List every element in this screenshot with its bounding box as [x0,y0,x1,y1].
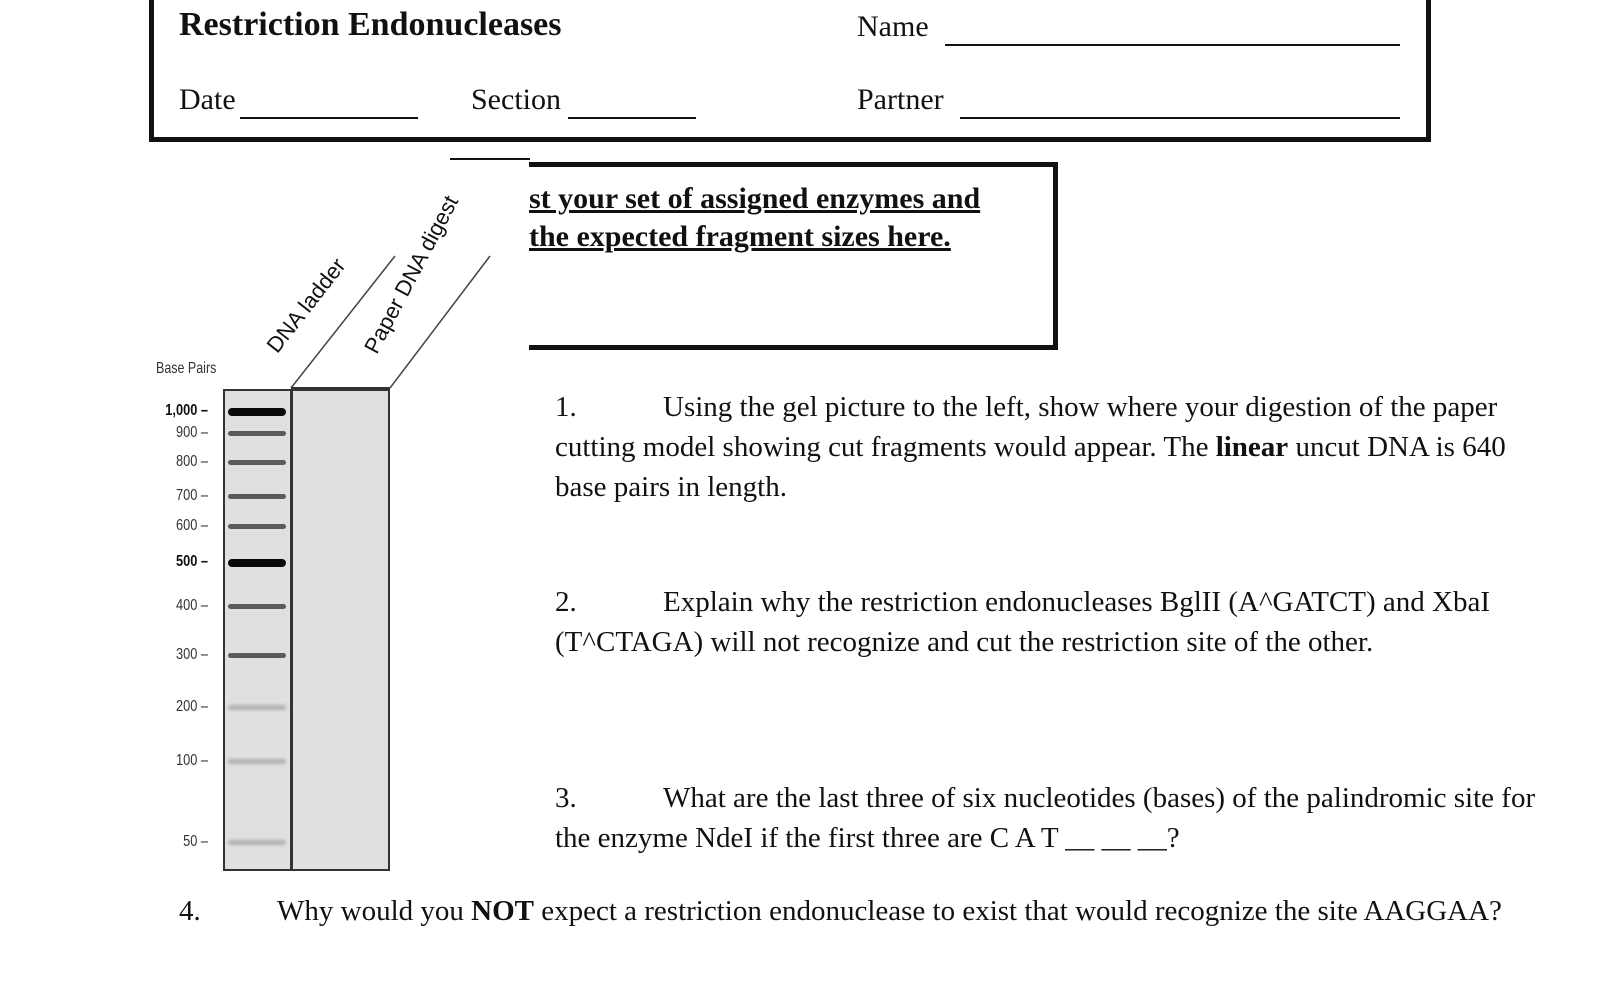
question-3 [555,778,1570,858]
ladder-size-label: 500 – [175,553,208,570]
question-1-number: 1. [555,391,577,423]
ladder-size-label: 50 – [183,833,208,850]
question-1-line3: base pairs in length. [555,471,787,503]
question-4-post: expect a restriction endonuclease to exist that would recognize the site AAGGAA? [533,895,1502,927]
lane-label-paper-digest: Paper DNA digest [359,191,464,358]
question-4-number: 4. [179,895,201,927]
page-title: Restriction Endonucleases [179,6,562,43]
question-3-number: 3. [555,782,577,814]
ladder-size-label: 100 – [175,752,208,769]
ladder-size-label: 300 – [175,646,208,663]
enzyme-instructions-line2: the expected fragment sizes here. [529,220,951,253]
ladder-size-label: 1,000 – [165,402,208,419]
question-1 [555,387,1570,507]
question-4-pre: Why would you [277,895,472,927]
question-1-line2-post: uncut DNA is 640 [1288,431,1506,463]
question-2 [555,582,1570,662]
partner-label: Partner [857,83,944,116]
ladder-size-label: 400 – [175,597,208,614]
ladder-size-label: 200 – [175,698,208,715]
question-1-line1: Using the gel picture to the left, show where your digestion of the paper [663,391,1498,423]
lane-label-dna-ladder: DNA ladder [261,253,351,358]
ladder-size-label: 600 – [175,517,208,534]
enzyme-instructions-line1: st your set of assigned enzymes and [529,182,981,215]
question-4 [179,895,1502,928]
question-3-line1: What are the last three of six nucleotides (bases) of the palindromic site for [663,782,1536,814]
question-1-line2-pre: cutting model showing cut fragments would appear. The [555,431,1216,463]
gel-axis-title: Base Pairs [156,360,217,377]
question-2-number: 2. [555,586,577,618]
ladder-size-label: 900 – [175,424,208,441]
date-label: Date [179,83,236,116]
ladder-size-label: 800 – [175,453,208,470]
question-4-not-bold: NOT [471,895,534,927]
section-label: Section [471,83,561,116]
digest-leader-line [390,256,490,388]
ladder-size-label: 700 – [175,487,208,504]
name-label: Name [857,10,929,43]
ladder-leader-line [291,256,395,388]
question-3-line2: the enzyme NdeI if the first three are C A T __ __ __? [555,822,1180,854]
question-1-linear-bold: linear [1215,431,1289,463]
question-2-line1: Explain why the restriction endonucleases BglII (A^GATCT) and XbaI [663,586,1490,618]
question-2-line2: (T^CTAGA) will not recognize and cut the restriction site of the other. [555,626,1374,658]
